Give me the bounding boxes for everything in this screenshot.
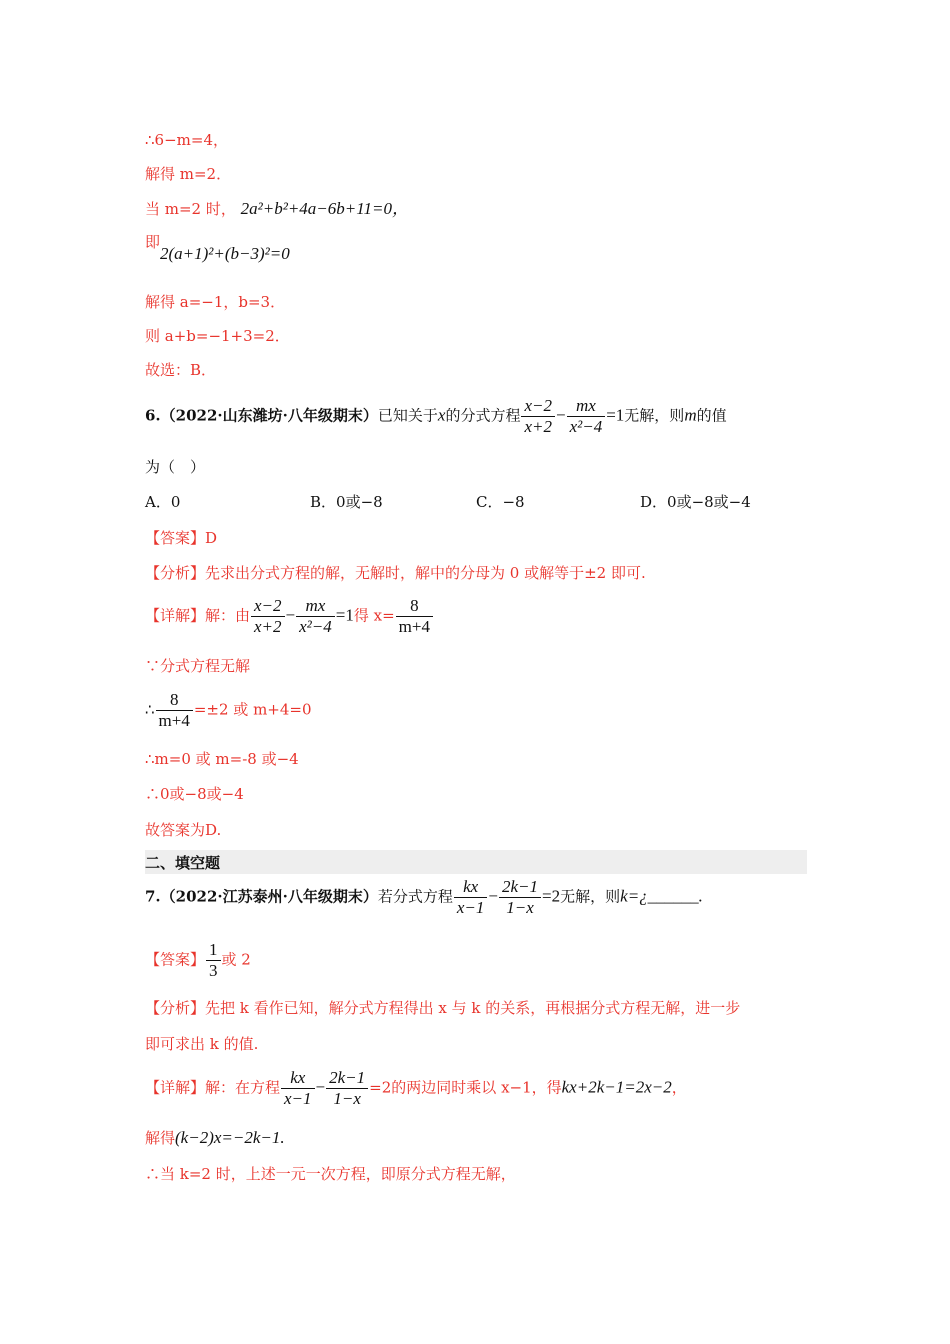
stem-text: 若分式方程	[377, 887, 453, 906]
line-therefore-6-m: ∴6−m=4，	[145, 131, 228, 149]
fraction	[251, 596, 285, 637]
q7-detail	[145, 1068, 687, 1109]
q6-analysis: 【分析】先求出分式方程的解，无解时，解中的分母为 0 或解等于±2 即可.	[145, 564, 646, 582]
therefore-sign: ∴	[145, 700, 155, 719]
comma: ，	[671, 1078, 687, 1097]
line-solve-m: 解得 m=2．	[145, 165, 232, 183]
equals-one: =1	[606, 405, 625, 425]
fraction-denominator: x−1	[284, 1089, 312, 1108]
section-title: 二、填空题	[145, 854, 221, 872]
detail-text: 的两边同时乘以 x−1，得	[391, 1078, 562, 1097]
fraction	[454, 877, 488, 918]
q6-therefore1	[145, 690, 312, 731]
q6-therefore2: ∴m=0 或 m=-8 或−4	[145, 750, 299, 768]
when-label: 当 m=2 时，	[145, 200, 236, 218]
fraction	[521, 396, 555, 437]
equals-two: =2	[369, 1078, 392, 1097]
minus-sign: −	[488, 886, 499, 906]
question-source: （2022·江苏泰州·八年级期末）	[160, 887, 378, 906]
question-6-stem	[145, 396, 727, 437]
detail-label: 【详解】解：由	[145, 606, 251, 625]
detail-text: 得 x=	[353, 606, 395, 625]
fraction-denominator: 1−x	[333, 1089, 361, 1108]
minus-sign: −	[315, 1077, 326, 1097]
stem-text: 的值	[696, 406, 727, 425]
var-m: m	[684, 405, 697, 425]
option-d: D．0或−8或−4	[640, 493, 751, 511]
line-choose-b: 故选：B．	[145, 361, 217, 379]
fraction-numerator: 1	[206, 940, 221, 961]
fraction	[326, 1068, 368, 1109]
fraction	[567, 396, 606, 437]
fraction-denominator: x+2	[254, 617, 282, 636]
stem-text: 无解，则	[624, 406, 685, 425]
q6-because: ∵分式方程无解	[145, 657, 251, 675]
therefore-text: =±2 或 m+4=0	[193, 700, 312, 719]
fraction-denominator: x²−4	[299, 617, 332, 636]
line-namely-label: 即	[145, 233, 161, 251]
q7-analysis-l1: 【分析】先把 k 看作已知，解分式方程得出 x 与 k 的关系，再根据分式方程无解，进一步	[145, 999, 741, 1017]
equals-one: =1	[335, 605, 354, 625]
fraction-numerator: 8	[156, 690, 193, 711]
fraction-numerator: 8	[396, 596, 433, 617]
stem-text: 的分式方程	[445, 406, 521, 425]
question-6-stem-line2: 为（ ）	[145, 458, 206, 476]
fraction-numerator: mx	[567, 396, 606, 417]
option-b: B．0或−8	[310, 493, 383, 511]
solve-label: 解得	[145, 1129, 176, 1147]
option-c: C．−8	[476, 493, 525, 511]
fraction-numerator: kx	[454, 877, 488, 898]
question-source: （2022·山东潍坊·八年级期末）	[160, 406, 378, 425]
fraction-numerator: x−2	[251, 596, 285, 617]
fraction-denominator: m+4	[398, 617, 430, 636]
question-7-stem	[145, 877, 703, 918]
fraction-numerator: 2k−1	[499, 877, 541, 898]
fraction-denominator: m+4	[158, 711, 190, 730]
fraction-numerator: kx	[281, 1068, 315, 1089]
fraction	[281, 1068, 315, 1109]
fraction-numerator: mx	[296, 596, 335, 617]
fraction-denominator: x²−4	[569, 417, 603, 436]
answer-blank: k=¿______.	[620, 886, 703, 906]
fraction-numerator: x−2	[521, 396, 555, 417]
equation: kx+2k−1=2x−2	[561, 1077, 672, 1097]
q7-solve	[145, 1128, 285, 1148]
option-a: A．0	[145, 493, 181, 511]
fraction-numerator: 2k−1	[326, 1068, 368, 1089]
fraction	[156, 690, 193, 731]
q6-therefore3: ∴0或−8或−4	[145, 785, 244, 803]
line-a-plus-b: 则 a+b=−1+3=2．	[145, 327, 290, 345]
question-number: 7.	[145, 887, 161, 906]
section-header	[145, 850, 807, 874]
q6-answer: 【答案】D	[145, 529, 218, 547]
stem-text: 无解，则	[560, 887, 621, 906]
q7-analysis-l2: 即可求出 k 的值.	[145, 1035, 259, 1053]
fraction	[396, 596, 433, 637]
answer-tail: 或 2	[221, 950, 251, 969]
fraction	[296, 596, 335, 637]
fraction-denominator: x−1	[456, 898, 485, 917]
var-x: x	[437, 405, 446, 425]
q7-answer	[145, 940, 251, 981]
question-number: 6.	[145, 406, 161, 425]
equation: (k−2)x=−2k−1.	[175, 1128, 285, 1147]
fraction	[206, 940, 221, 981]
q7-last: ∴当 k=2 时，上述一元一次方程，即原分式方程无解，	[145, 1165, 516, 1183]
minus-sign: −	[555, 405, 566, 425]
q6-final: 故答案为D.	[145, 821, 222, 839]
minus-sign: −	[285, 605, 296, 625]
fraction-denominator: 1−x	[506, 898, 534, 917]
fraction-denominator: 3	[209, 961, 218, 980]
equation-squared-sum: 2(a+1)²+(b−3)²=0	[160, 244, 290, 263]
line-when-m-2	[145, 199, 409, 219]
stem-text: 已知关于	[377, 406, 438, 425]
q6-detail	[145, 596, 434, 637]
answer-label: 【答案】	[145, 950, 206, 969]
fraction-denominator: x+2	[524, 417, 552, 436]
line-solve-a-b: 解得 a=−1，b=3．	[145, 293, 286, 311]
equals-two: =2	[542, 886, 561, 906]
fraction	[499, 877, 541, 918]
equation-expanded: 2a²+b²+4a−6b+11=0，	[240, 199, 409, 218]
detail-label: 【详解】解：在方程	[145, 1078, 281, 1097]
